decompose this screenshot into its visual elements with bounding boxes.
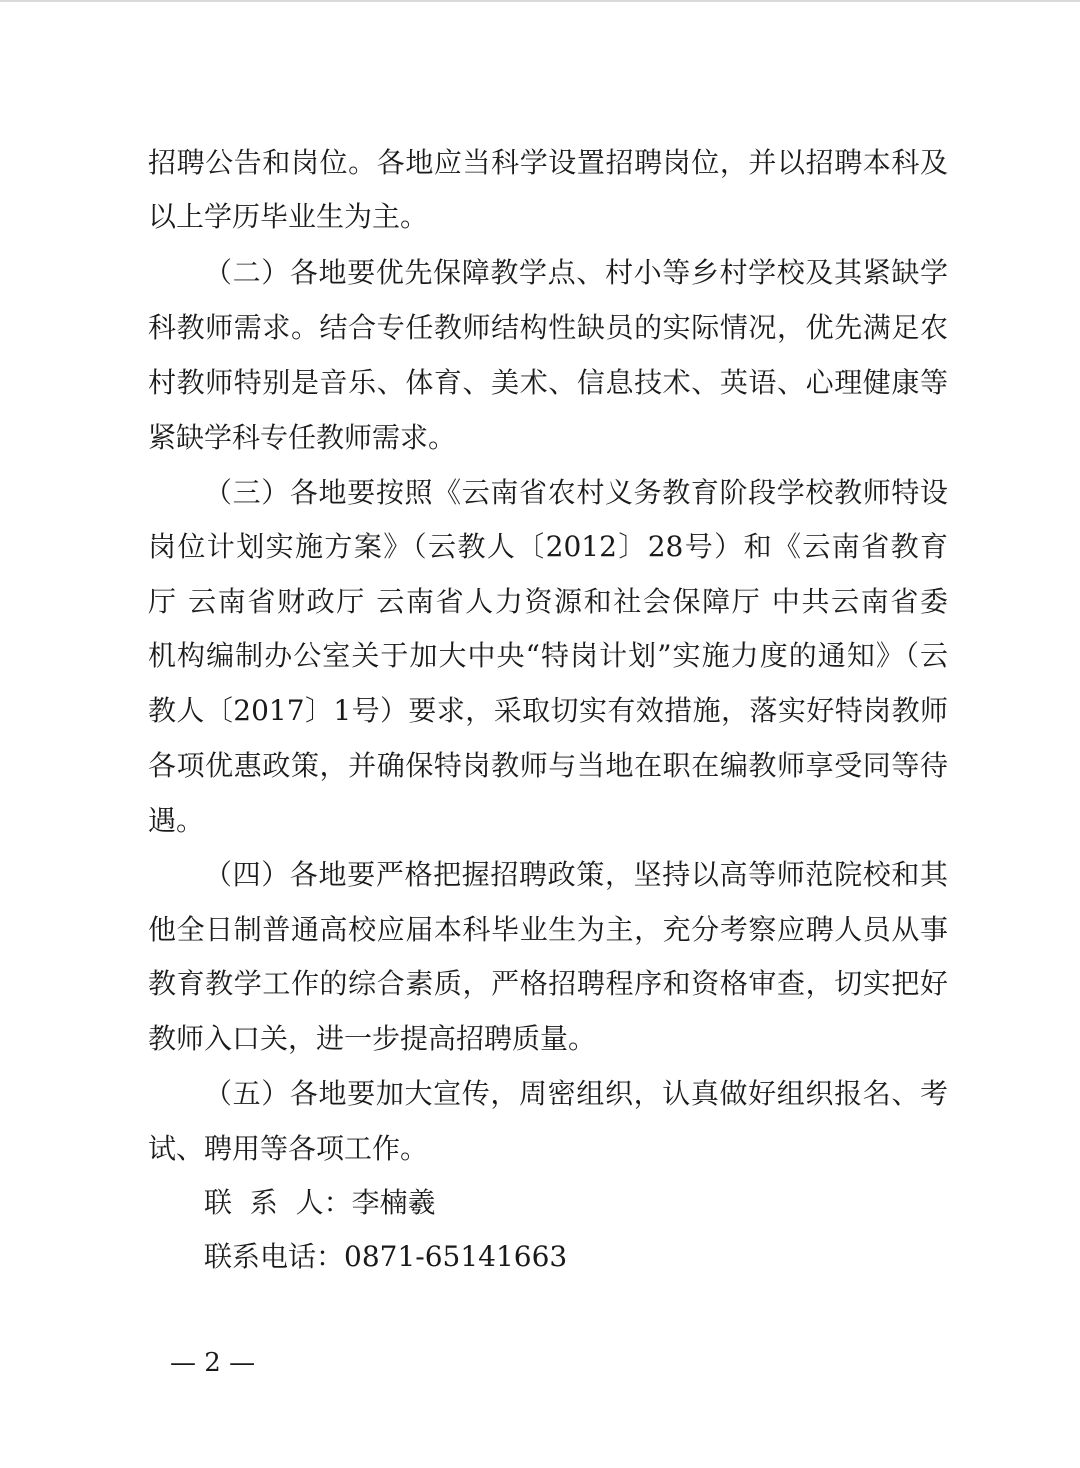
page-number: — 2 — [170,1348,256,1378]
contact-phone: 联系电话：0871-65141663 [204,1240,568,1273]
body-line: 招聘公告和岗位。各地应当科学设置招聘岗位，并以招聘本科及 [148,146,948,179]
paragraph-five-start: （五）各地要加大宣传，周密组织，认真做好组织报名、考 [204,1077,948,1110]
paragraph-four-start: （四）各地要严格把握招聘政策，坚持以高等师范院校和其 [204,858,948,891]
contact-person: 联 系 人：李楠羲 [204,1186,436,1219]
body-line: 各项优惠政策，并确保特岗教师与当地在职在编教师享受同等待 [148,749,948,782]
body-line: 机构编制办公室关于加大中央“特岗计划”实施力度的通知》（云 [148,639,948,672]
paragraph-two-start: （二）各地要优先保障教学点、村小等乡村学校及其紧缺学 [204,256,948,289]
body-line: 试、聘用等各项工作。 [148,1132,429,1165]
body-line: 村教师特别是音乐、体育、美术、信息技术、英语、心理健康等 [148,366,948,399]
paragraph-three-start: （三）各地要按照《云南省农村义务教育阶段学校教师特设 [204,476,948,509]
body-line: 遇。 [148,804,205,837]
top-border [0,0,1080,2]
body-line: 教人〔2017〕1号）要求，采取切实有效措施，落实好特岗教师 [148,694,948,727]
body-line: 教师入口关，进一步提高招聘质量。 [148,1022,597,1055]
body-line: 以上学历毕业生为主。 [148,200,429,233]
body-line: 他全日制普通高校应届本科毕业生为主，充分考察应聘人员从事 [148,913,948,946]
body-line: 厅 云南省财政厅 云南省人力资源和社会保障厅 中共云南省委 [148,585,948,618]
body-line: 岗位计划实施方案》（云教人〔2012〕28号）和《云南省教育 [148,530,948,563]
body-line: 科教师需求。结合专任教师结构性缺员的实际情况，优先满足农 [148,311,948,344]
body-line: 教育教学工作的综合素质，严格招聘程序和资格审查，切实把好 [148,967,948,1000]
body-line: 紧缺学科专任教师需求。 [148,421,457,454]
